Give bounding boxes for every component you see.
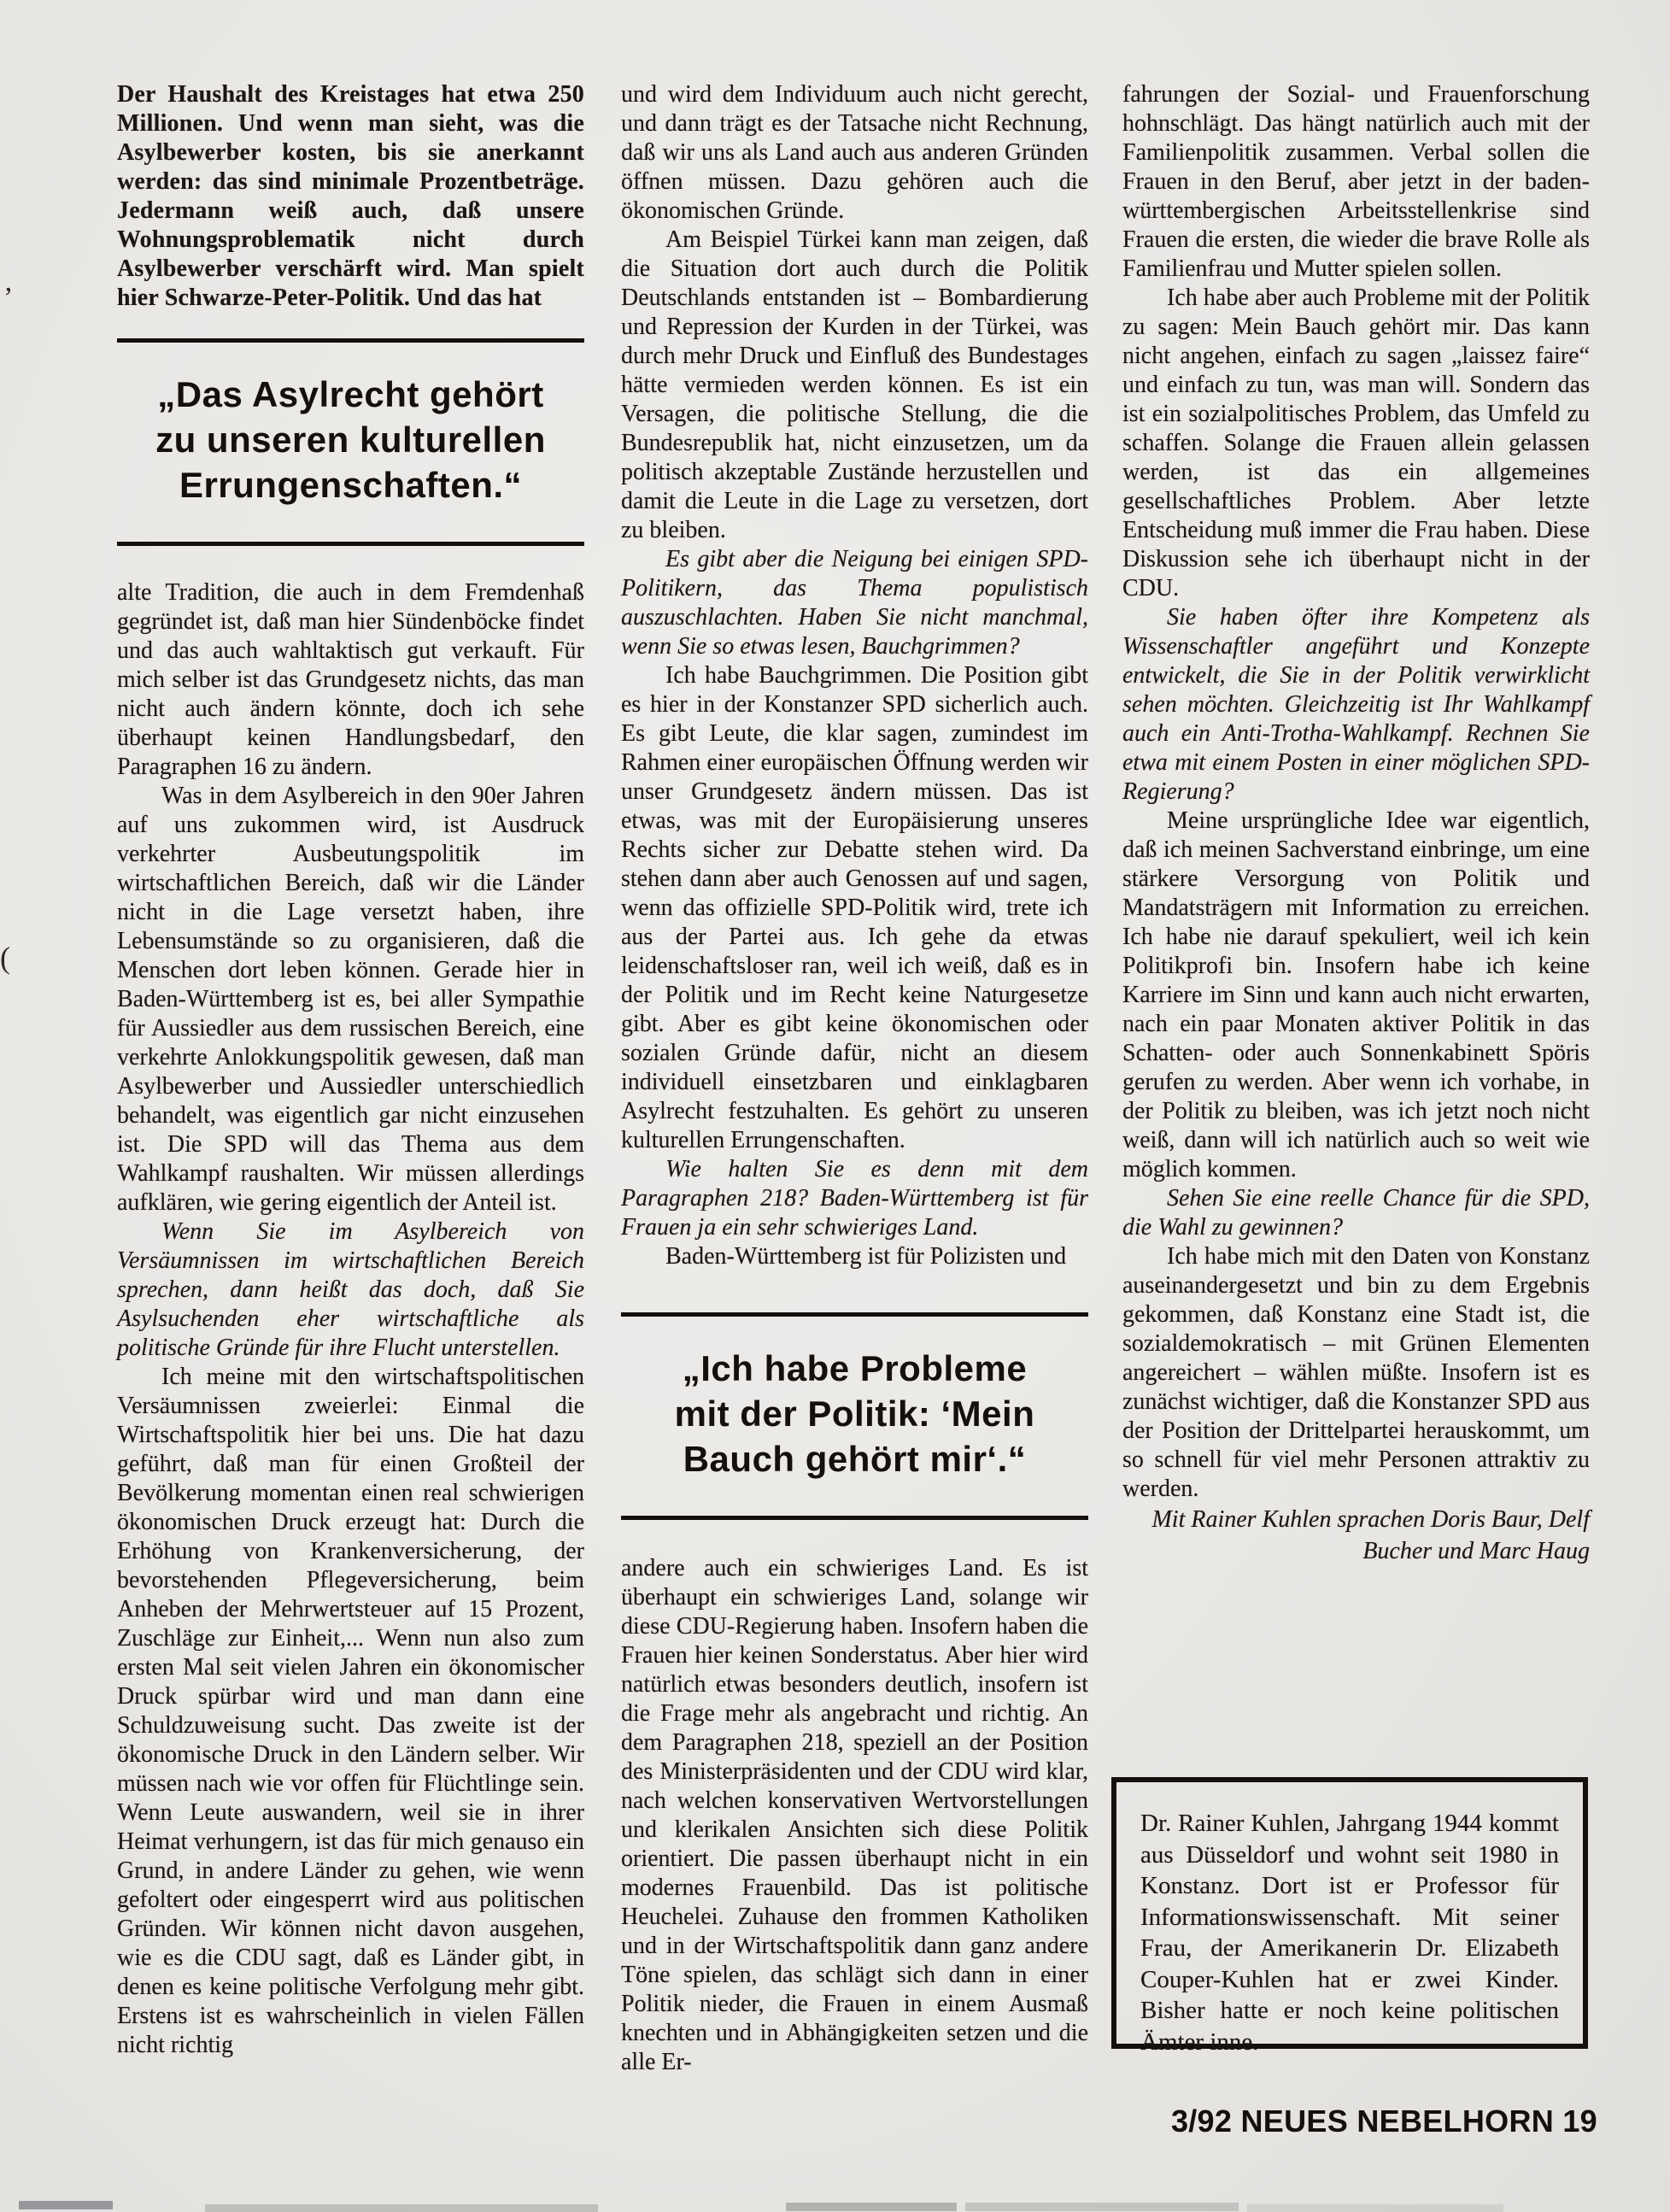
page-footer: 3/92 NEUES NEBELHORN 19 xyxy=(1170,2103,1597,2139)
body-paragraph: Meine ursprüngliche Idee war eigentlich, daß ich meinen Sachverstand einbringe, um eine stärkere Versorgung von Politik und Mandatsträgern mit Information zu erreichen. Ich habe nie darauf spekuliert, weil ich kein Politikprofi bin. Insofern habe ich keine Karriere im Sinn und kann auch nicht erwarten, nach ein paar Monaten aktiver Politik in das Schatten- oder auch Sonnenkabinett Spöris gerufen zu werden. Aber wenn ich vorhabe, in der Politik zu bleiben, was ich jetzt noch nicht weiß, dann will ich natürlich auch so weit wie möglich kommen. xyxy=(1122,807,1590,1182)
interview-question: Wenn Sie im Asylbereich von Versäumnissen im wirtschaftlichen Bereich sprechen, dann heißt das doch, daß Sie Asylsuchenden eher wirtschaftliche als politische Gründe für ihre Flucht unterstellen. xyxy=(117,1218,584,1361)
interview-question: Es gibt aber die Neigung bei einigen SPD-Politikern, das Thema populistisch auszuschlachten. Haben Sie nicht manchmal, wenn Sie so etwas lesen, Bauchgrimmen? xyxy=(621,546,1088,660)
body-paragraph: Was in dem Asylbereich in den 90er Jahren auf uns zukommen wird, ist Ausdruck verkehrter Ausbeutungspolitik im wirtschaftlichen Bereich, daß wir die Länder nicht in die Lage versetzt haben, ihre Lebensumstände so zu organisieren, daß die Menschen dort leben können. Gerade hier in Baden-Württemberg ist es, bei aller Sympathie für Aussiedler aus dem russischen Bereich, eine verkehrte Anlokkungspolitik gewesen, daß man Asylbewerber und Aussiedler unterschiedlich behandelt, was eigentlich gar nicht einzusehen ist. Die SPD will das Thema aus dem Wahlkampf raushalten. Wir müssen allerdings aufklären, wie gering eigentlich der Anteil ist. xyxy=(117,783,584,1216)
scan-artifact-strip xyxy=(19,2201,113,2209)
interview-question: Wie halten Sie es denn mit dem Paragraphen 218? Baden-Württemberg ist für Frauen ja ein sehr schwieriges Land. xyxy=(621,1156,1088,1241)
body-paragraph: Ich habe aber auch Probleme mit der Politik zu sagen: Mein Bauch gehört mir. Das kann nicht angehen, einfach zu sagen „laissez faire“ und einfach zu tun, was man will. Sondern das ist ein sozialpolitisches Problem, das Umfeld zu schaffen. Solange die Frauen allein gelassen werden, ist das ein allgemeines gesellschaftliches Problem. Aber letzte Entscheidung muß immer die Frau haben. Diese Diskussion sehe ich überhaupt nicht in der CDU. xyxy=(1122,285,1590,601)
byline-line: Bucher und Marc Haug xyxy=(1362,1538,1590,1564)
pull-quote-line: „Ich habe Probleme xyxy=(682,1348,1028,1388)
byline-line: Mit Rainer Kuhlen sprachen Doris Baur, Delf xyxy=(1151,1506,1590,1533)
pull-quote-asylrecht xyxy=(117,338,584,546)
pull-quote-mein-bauch xyxy=(621,1312,1088,1520)
pull-quote-line: zu unseren kulturellen xyxy=(155,420,546,460)
body-paragraph: fahrungen der Sozial- und Frauenforschung hohnschlägt. Das hängt natürlich auch mit der Familienpolitik zusammen. Verbal sollen die Frauen in den Beruf, aber jetzt in der baden-württembergischen Arbeitsstellenkrise sind Frauen die ersten, die wieder die brave Rolle als Familienfrau und Mutter spielen sollen. xyxy=(1122,81,1590,282)
body-paragraph: und wird dem Individuum auch nicht gerecht, und dann trägt es der Tatsache nicht Rechnung, daß wir uns als Land auch aus anderen Gründen öffnen müssen. Dazu gehören auch die ökonomischen Gründe. xyxy=(621,81,1088,224)
article-column-1 xyxy=(117,80,584,2060)
pull-quote-line: Errungenschaften.“ xyxy=(179,465,523,505)
body-paragraph: Baden-Württemberg ist für Polizisten und xyxy=(665,1243,1067,1270)
article-column-3 xyxy=(1122,80,1590,1567)
body-paragraph: andere auch ein schwieriges Land. Es ist überhaupt ein schwieriges Land, solange wir diese CDU-Regierung haben. Insofern haben die Frauen hier keinen Sonderstatus. Aber hier wird natürlich etwas besonders deutlich, insofern ist die Frage mehr als angebracht und richtig. An dem Paragraphen 218, speziell an der Position des Ministerpräsidenten und der CDU wird klar, nach welchen konservativen Wertvorstellungen und klerikalen Ansichten sich diese Politik orientiert. Die passen überhaupt nicht in ein modernes Frauenbild. Das ist politische Heuchelei. Zuhause den frommen Katholiken und in der Wirtschaftspolitik dann ganz andere Töne spielen, das schlägt sich dann in einer Politik nieder, die Frauen in einem Ausmaß knechten und in Abhängigkeiten setzen und die alle Er- xyxy=(621,1555,1088,2075)
scan-artifact-strip xyxy=(1247,2204,1503,2212)
pull-quote-line: „Das Asylrecht gehört xyxy=(157,374,544,414)
interview-question: Sie haben öfter ihre Kompetenz als Wissenschaftler angeführt und Konzepte entwickelt, die Sie in der Politik verwirklicht sehen möchten. Gleichzeitig ist Ihr Wahlkampf auch ein Anti-Trotha-Wahlkampf. Rechnen Sie etwa mit einem Posten in einer möglichen SPD-Regierung? xyxy=(1122,604,1590,805)
body-paragraph: Ich habe mich mit den Daten von Konstanz auseinandergesetzt und bin zu dem Ergebnis gekommen, daß Konstanz eine Stadt ist, die sozialdemokratisch – mit Grünen Elementen angereichert – wählen müßte. Insofern ist es zunächst wichtiger, daß die Konstanzer SPD aus der Position der Drittelpartei herauskommt, um so schnell für viel mehr Personen attraktiv zu werden. xyxy=(1122,1243,1590,1502)
scan-artifact-mark: ( xyxy=(0,941,10,975)
author-bio-text: Dr. Rainer Kuhlen, Jahrgang 1944 kommt aus Düsseldorf und wohnt seit 1980 in Konstanz. Dort ist er Professor für Informationswissenschaft. Mit seiner Frau, der Amerikanerin Dr. Elizabeth Couper-Kuhlen hat er zwei Kinder. Bisher hatte er noch keine politischen Ämter inne. xyxy=(1140,1810,1559,2056)
body-paragraph: Ich habe Bauchgrimmen. Die Position gibt es hier in der Konstanzer SPD sicherlich auch. Es gibt Leute, die klar sagen, zumindest im Rahmen einer europäischen Öffnung werden wir unser Grundgesetz ändern müssen. Das ist etwas, was mit der Europäisierung unseres Rechts sicher zur Debatte stehen wird. Da stehen dann aber auch Genossen auf und sagen, wenn das offizielle SPD-Politik wird, trete ich aus der Partei aus. Ich gehe da etwas leidenschaftsloser ran, weil ich weiß, daß es in der Politik und im Recht keine Naturgesetze gibt. Aber es gibt keine ökonomischen oder sozialen Gründe dafür, nicht an diesem individuell einsetzbaren und einklagbaren Asylrecht festzuhalten. Es gehört zu unseren kulturellen Errungenschaften. xyxy=(621,662,1088,1153)
body-paragraph: Am Beispiel Türkei kann man zeigen, daß die Situation dort auch durch die Politik Deutschlands entstanden ist – Bombardierung und Repression der Kurden in der Türkei, was durch mehr Druck und Einfluß des Bundestages hätte vermieden werden können. Es ist ein Versagen, die politische Stellung, die die Bundesrepublik hat, nicht einzusetzen, um da politisch akzeptable Zustände herzustellen und damit die Leute in die Lage zu versetzen, dort zu bleiben. xyxy=(621,226,1088,543)
article-column-2 xyxy=(621,80,1088,2077)
body-paragraph: Ich meine mit den wirtschaftspolitischen Versäumnissen zweierlei: Einmal die Wirtschaftspolitik hier bei uns. Die hat dazu geführt, daß man für einen Großteil der Bevölkerung momentan einen real schwierigen ökonomischen Druck erzeugt hat: Durch die Erhöhung von Krankenversicherung, der bevorstehenden Pflegeversicherung, beim Anheben der Mehrwertsteuer auf 15 Prozent, Zuschläge zur Einheit,... Wenn nun also zum ersten Mal seit vielen Jahren ein ökonomischer Druck spürbar wird und man dann eine Schuldzuweisung sucht. Das zweite ist der ökonomische Druck in den Ländern selber. Wir müssen nach wie vor offen für Flüchtlinge sein. Wenn Leute auswandern, weil sie in ihrer Heimat verhungern, ist das für mich genauso ein Grund, in andere Länder zu gehen, wie wenn gefoltert oder eingesperrt wird aus politischen Gründen. Wir können nicht davon ausgehen, wie es die CDU sagt, daß es Länder gibt, in denen es keine politische Verfolgung mehr gibt. Erstens ist es wahrscheinlich in vielen Fällen nicht richtig xyxy=(117,1364,584,2058)
interview-question: Sehen Sie eine reelle Chance für die SPD, die Wahl zu gewinnen? xyxy=(1122,1185,1590,1241)
pull-quote-line: mit der Politik: ‘Mein xyxy=(674,1394,1035,1434)
author-info-box xyxy=(1111,1777,1588,2056)
scan-artifact-mark: ’ xyxy=(3,282,14,314)
body-paragraph: alte Tradition, die auch in dem Fremdenhaß gegründet ist, daß man hier Sündenböcke findet und das auch wahltaktisch gut verkauft. Für mich selber ist das Grundgesetz nichts, das man nicht auch ändern könnte, doch ich sehe überhaupt keinen Handlungsbedarf, den Paragraphen 16 zu ändern. xyxy=(117,579,584,780)
scan-artifact-strip xyxy=(205,2204,598,2212)
byline xyxy=(1122,1504,1590,1567)
scan-artifact-strip xyxy=(965,2203,1239,2211)
pull-quote-line: Bauch gehört mir‘.“ xyxy=(683,1439,1027,1479)
scan-artifact-strip xyxy=(786,2203,957,2211)
body-paragraph: Der Haushalt des Kreistages hat etwa 250 Millionen. Und wenn man sieht, was die Asylbewerber kosten, bis sie anerkannt werden: das sind minimale Prozentbeträge. Jedermann weiß auch, daß unsere Wohnungsproblematik nicht durch Asylbewerber verschärft wird. Man spielt hier Schwarze-Peter-Politik. Und das hat xyxy=(117,81,584,311)
